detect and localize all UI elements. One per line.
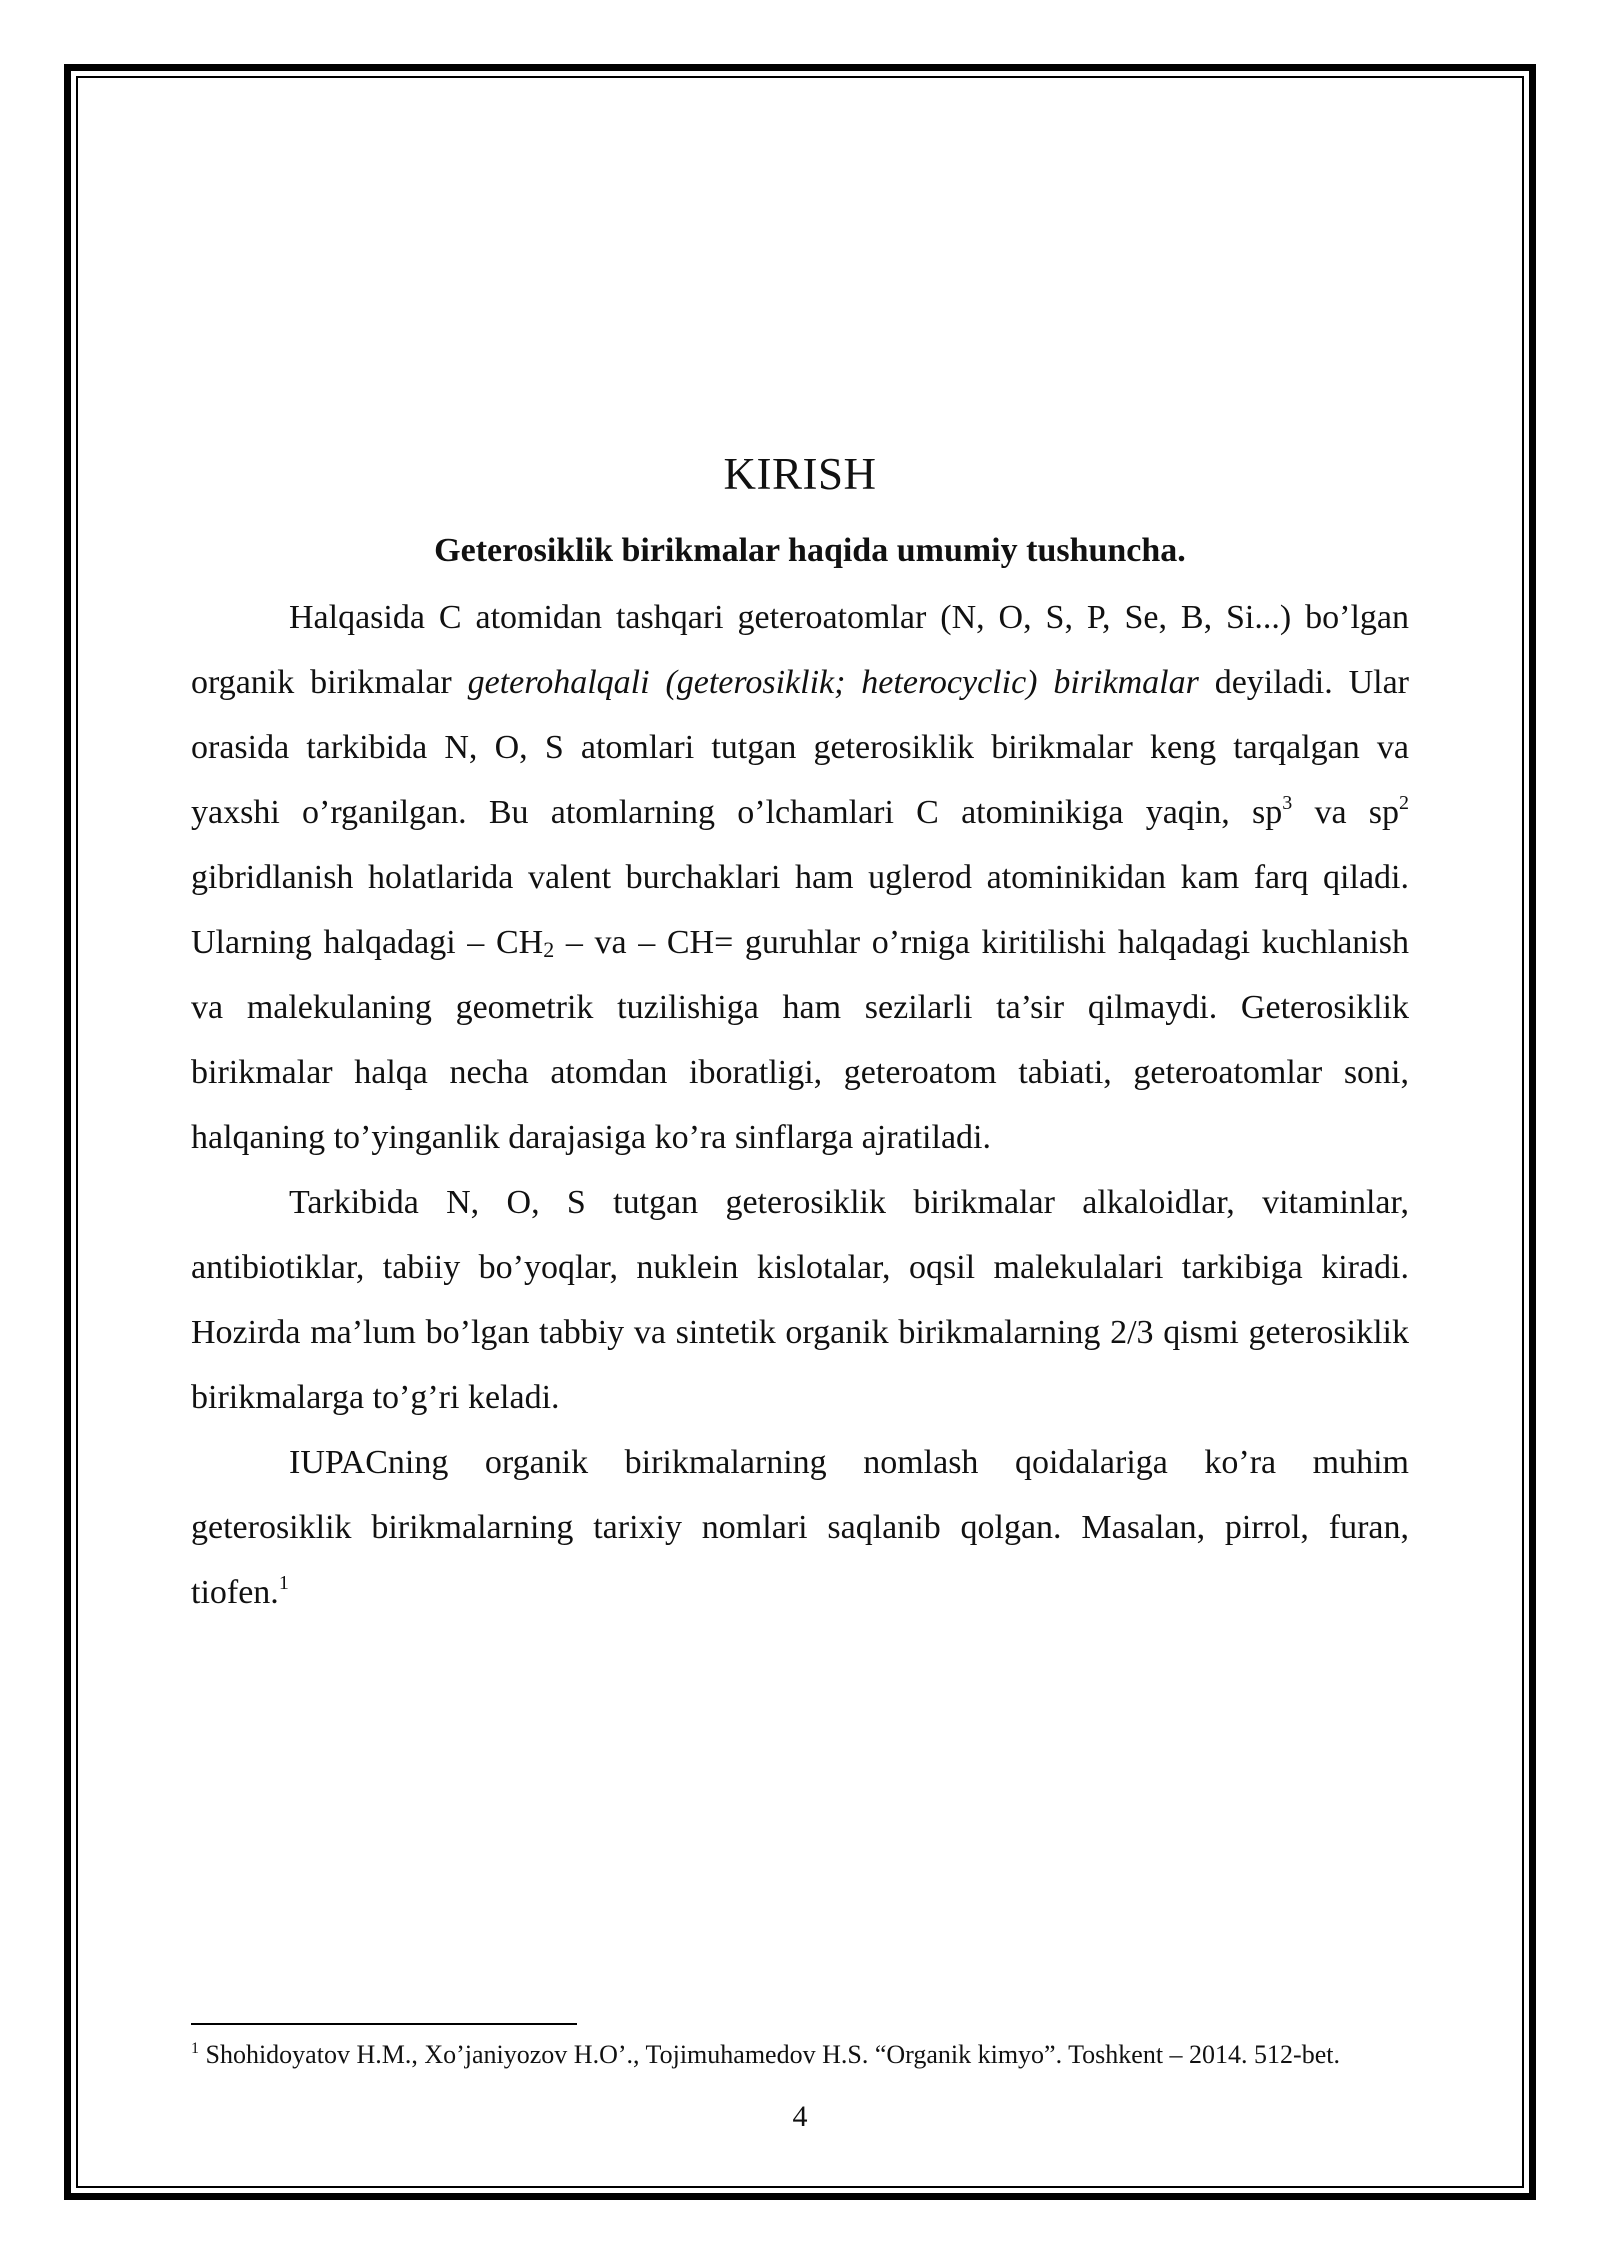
footnote [191,2038,1411,2072]
section-subtitle: Geterosiklik birikmalar haqida umumiy tushuncha. [434,532,1186,569]
paragraph-1-text-5: – va – CH= guruhlar o’rniga kiritilishi halqadagi kuchlanish va malekulaning geometrik tuzilishiga ham sezilarli ta’sir qilmaydi. Geterosiklik birikmalar halqa necha atomdan iboratligi, geteroatom tabiati, geteroatomlar soni, halqaning to’yinganlik darajasiga ko’ra sinflarga ajratiladi. [191,924,1409,1156]
superscript-sp3: 3 [1282,792,1293,814]
paragraph-1-text-4: gibridlanish holatlarida valent burchaklari ham uglerod atominikidan kam farq qiladi. Ularning halqadagi – CH [191,859,1409,961]
paragraph-3 [191,1430,1409,1625]
body-text [191,585,1409,1625]
paragraph-2: Tarkibida N, O, S tutgan geterosiklik birikmalar alkaloidlar, vitaminlar, antibiotiklar, tabiiy bo’yoqlar, nuklein kislotalar, oqsil malekulalari tarkibiga kiradi. Hozirda ma’lum bo’lgan tabbiy va sintetik organik birikmalarning 2/3 qismi geterosiklik birikmalarga to’g’ri keladi. [191,1184,1409,1416]
paragraph-1 [191,585,1409,1170]
paragraph-1-text-2: deyiladi. Ular orasida tarkibida N, O, S atomlari tutgan geterosiklik birikmalar keng tarqalgan va yaxshi o’rganilgan. Bu atomlarning o’lchamlari C atominikiga yaqin, sp [191,664,1410,831]
paragraph-1-italic-term: geterohalqali (geterosiklik; heterocyclic) birikmalar [467,664,1199,701]
superscript-sp2: 2 [1399,792,1409,814]
page-title: KIRISH [723,449,877,499]
footnote-text: Shohidoyatov H.M., Xo’janiyozov H.O’., Tojimuhamedov H.S. “Organik kimyo”. Toshkent – 2014. 512-bet. [199,2040,1340,2069]
paragraph-1-text-3: va sp [1292,794,1399,831]
footnote-reference: 1 [278,1572,289,1594]
footnote-separator [191,2023,577,2025]
paragraph-1-text-1: Halqasida C atomidan tashqari geteroatomlar (N, O, S, P, Se, B, Si...) bo’lgan organik birikmalar [191,599,1409,701]
subscript-ch2: 2 [543,937,555,962]
page-number: 4 [792,2100,808,2133]
paragraph-3-text: IUPACning organik birikmalarning nomlash qoidalariga ko’ra muhim geterosiklik birikmalarning tarixiy nomlari saqlanib qolgan. Masalan, pirrol, furan, tiofen. [191,1444,1409,1611]
footnote-marker: 1 [191,2040,199,2057]
